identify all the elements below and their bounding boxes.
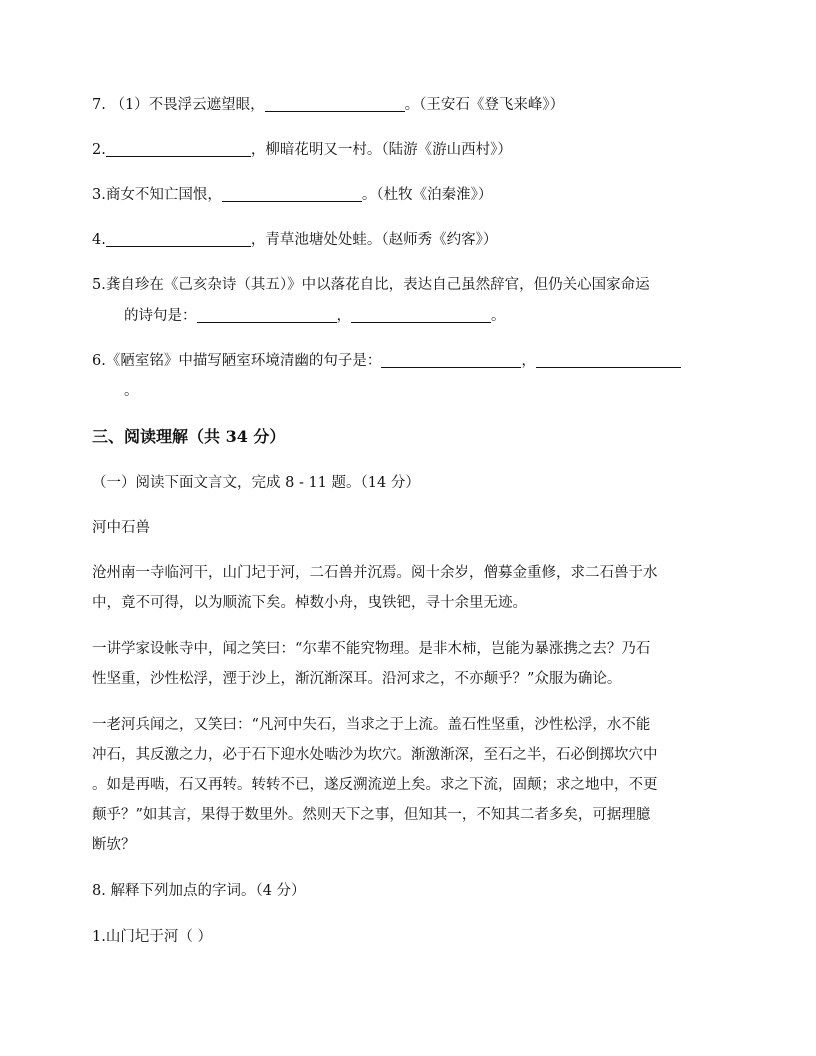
period: 。: [491, 308, 506, 324]
paragraph-3-line-3: 。如是再啮，石又再转。转转不已，遂反溯流逆上矣。求之下流，固颠；求之地中，不更: [92, 777, 658, 793]
separator-comma: ，: [336, 308, 351, 324]
paragraph-3-line-5: 断欤？: [92, 837, 136, 853]
paragraph-3-line-2: 冲石，其反激之力，必于石下迎水处啮沙为坎穴。渐激渐深，至石之半，石必倒掷坎穴中: [92, 747, 658, 763]
q7-5-text-before: 的诗句是：: [124, 308, 197, 324]
paragraph-2-line-2: 性坚重，沙性松浮，湮于沙上，渐沉渐深耳。沿河求之，不亦颠乎？”众服为确论。: [92, 671, 622, 687]
answer-blank[interactable]: [106, 156, 251, 157]
section-3-heading: 三、阅读理解（共 34 分）: [92, 427, 286, 446]
answer-blank[interactable]: [222, 201, 362, 202]
question-7-3: [92, 185, 492, 205]
paragraph-1-line-2: 中，竟不可得，以为顺流下矣。棹数小舟，曳铁钯，寻十余里无迹。: [92, 595, 527, 611]
q7-2-text-after: ，柳暗花明又一村。（陆游《游山西村》）: [250, 142, 512, 158]
q7-6-text-before: 6.《陋室铭》中描写陋室环境清幽的句子是：: [92, 353, 382, 369]
paragraph-1-line-1: 沧州南一寺临河干，山门圮于河，二石兽并沉焉。阅十余岁，僧募金重修，求二石兽于水: [92, 565, 658, 581]
question-7-5-line2: [124, 306, 506, 326]
question-7-4: [92, 230, 497, 250]
answer-blank[interactable]: [381, 367, 521, 368]
question-7-1: [92, 95, 564, 115]
question-7-5-line1: 5.龚自珍在《己亥杂诗（其五）》中以落花自比，表达自己虽然辞官，但仍关心国家命运: [92, 277, 650, 293]
q7-1-text-after: 。（王安石《登飞来峰》）: [404, 97, 565, 113]
answer-blank[interactable]: [197, 322, 337, 323]
paragraph-3-line-4: 颠乎？”如其言，果得于数里外。然则天下之事，但知其一，不知其二者多矣，可据理臆: [92, 807, 651, 823]
q7-1-text-before: 7. （1）不畏浮云遮望眼，: [92, 97, 265, 113]
passage-title: 河中石兽: [92, 520, 150, 536]
q7-4-text-before: 4.: [92, 232, 106, 248]
answer-blank[interactable]: [351, 322, 491, 323]
question-7-6: [92, 351, 681, 371]
part-1-intro: （一）阅读下面文言文，完成 8 - 11 题。（14 分）: [92, 475, 420, 491]
answer-blank[interactable]: [536, 367, 681, 368]
paragraph-3-line-1: 一老河兵闻之，又笑曰：“凡河中失石，当求之于上流。盖石性坚重，沙性松浮，水不能: [92, 717, 651, 733]
answer-blank[interactable]: [265, 111, 405, 112]
q7-4-text-after: ，青草池塘处处蛙。（赵师秀《约客》）: [250, 232, 498, 248]
question-8-1: 1.山门圮于河（ ）: [92, 929, 212, 945]
answer-blank[interactable]: [106, 246, 251, 247]
question-8: 8. 解释下列加点的字词。（4 分）: [92, 883, 306, 899]
q7-3-text-before: 3.商女不知亡国恨，: [92, 187, 222, 203]
question-7-2: [92, 140, 512, 160]
q7-3-text-after: 。（杜牧《泊秦淮》）: [361, 187, 493, 203]
paragraph-2-line-1: 一讲学家设帐寺中，闻之笑曰：“尔辈不能究物理。是非木柿，岂能为暴涨携之去？乃石: [92, 641, 651, 657]
separator-comma: ，: [521, 353, 536, 369]
q7-2-text-before: 2.: [92, 142, 106, 158]
question-7-6-end: 。: [124, 383, 139, 399]
